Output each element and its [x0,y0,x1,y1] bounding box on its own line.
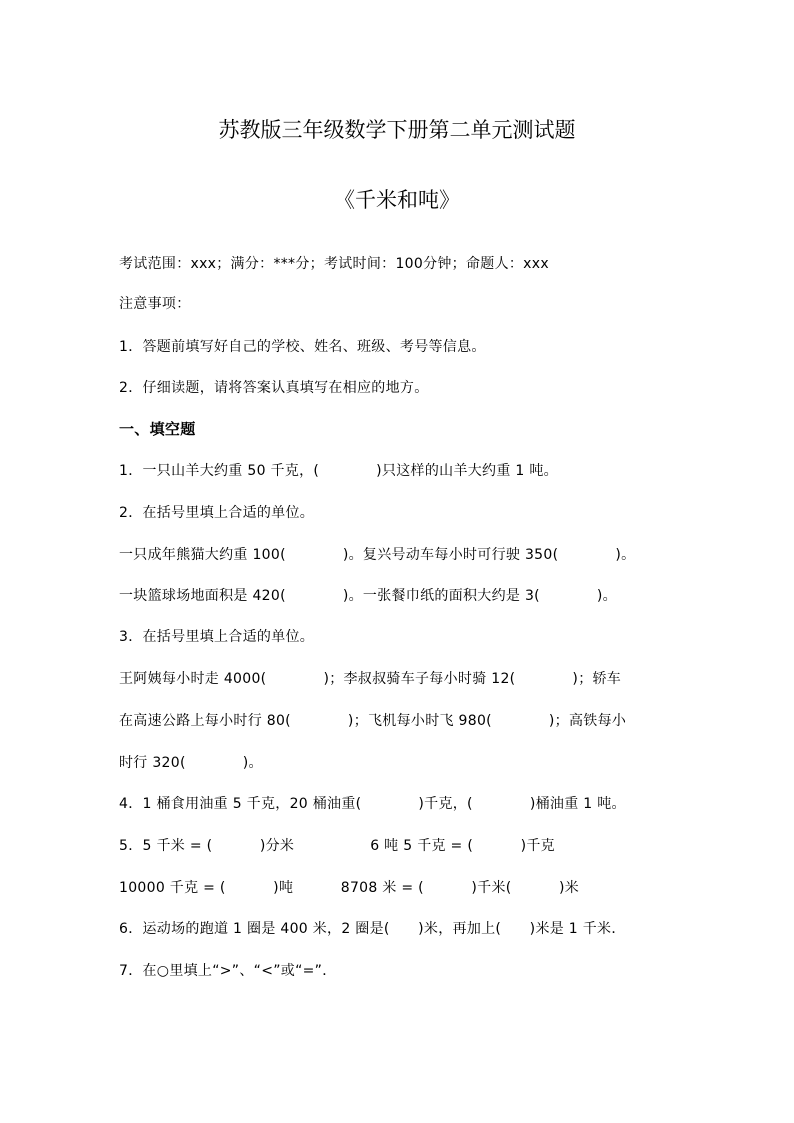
exam-info: 考试范围：xxx；满分：***分；考试时间：100分钟；命题人：xxx [119,256,549,272]
notes-heading: 注意事项： [119,296,191,312]
question-5-line-2: 10000 千克 = ( )吨 8708 米 = ( )千米( )米 [119,880,580,896]
question-2-stem: 2．在括号里填上合适的单位。 [119,505,315,521]
question-2-line-2: 一块篮球场地面积是 420( )。一张餐巾纸的面积大约是 3( )。 [119,588,617,604]
question-3-stem: 3．在括号里填上合适的单位。 [119,629,315,645]
question-1: 1．一只山羊大约重 50 千克，( )只这样的山羊大约重 1 吨。 [119,463,558,479]
question-3-line-1: 王阿姨每小时走 4000( )；李叔叔骑车子每小时骑 12( )；轿车 [119,671,622,687]
exam-title: 苏教版三年级数学下册第二单元测试题 [218,118,576,142]
question-6: 6．运动场的跑道 1 圈是 400 米，2 圈是( )米，再加上( )米是 1 千米． [119,921,626,937]
question-7: 7．在○里填上“>”、“<”或“=”． [119,963,337,979]
question-3-line-3: 时行 320( )。 [119,755,263,771]
question-3-line-2: 在高速公路上每小时行 80( )；飞机每小时飞 980( )；高铁每小 [119,713,627,729]
question-5-line-1: 5．5 千米 = ( )分米 6 吨 5 千克 = ( )千克 [119,838,555,854]
exam-subtitle: 《千米和吨》 [334,188,460,212]
note-2: 2．仔细读题，请将答案认真填写在相应的地方。 [119,380,429,396]
question-4: 4．1 桶食用油重 5 千克，20 桶油重( )千克，( )桶油重 1 吨。 [119,796,626,812]
question-2-line-1: 一只成年熊猫大约重 100( )。复兴号动车每小时可行驶 350( )。 [119,547,636,563]
note-1: 1．答题前填写好自己的学校、姓名、班级、考号等信息。 [119,339,486,355]
section-heading-fill-blank: 一、填空题 [119,420,196,438]
